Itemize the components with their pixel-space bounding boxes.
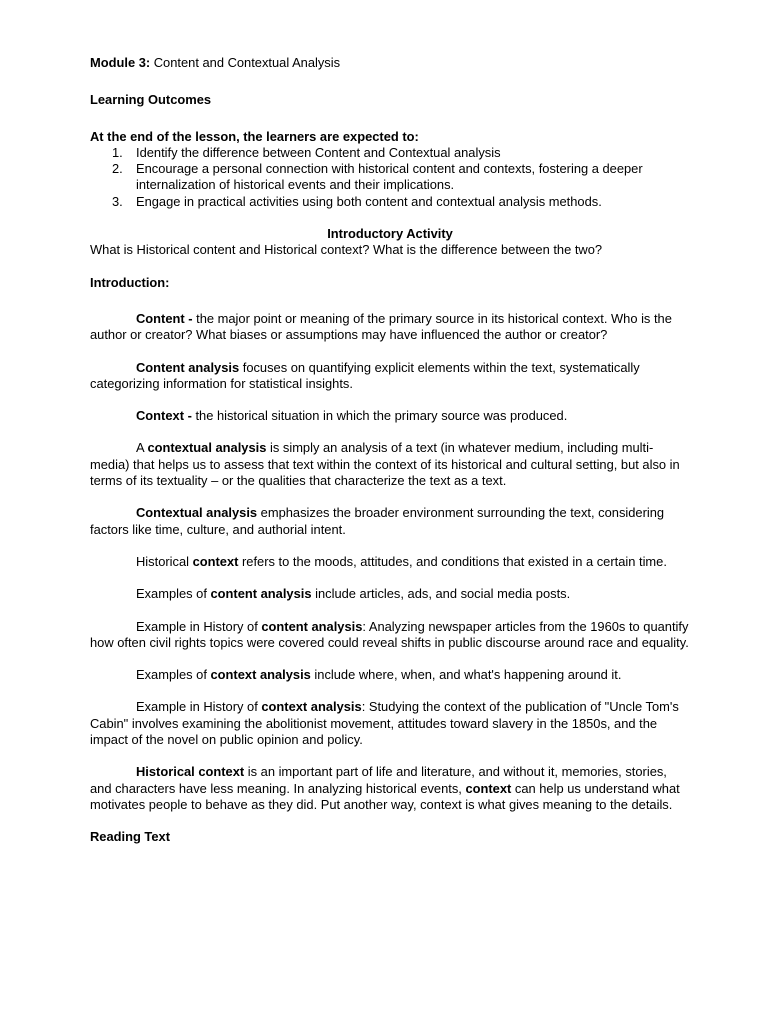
learning-outcomes-heading: Learning Outcomes [90, 92, 212, 108]
list-item [112, 193, 690, 210]
list-item [112, 161, 690, 194]
content-analysis-definition: Content analysis focuses on quantifying explicit elements within the text, systematically categorizing information for statistical insights. [90, 359, 640, 391]
context-analysis-history-example: Example in History of context analysis: Studying the context of the publication of "Uncle Tom's Cabin" involves examining the abolitionist movement, attitudes toward slavery in the 1850s, and the impact of the novel on public opinion and policy. [90, 699, 679, 748]
document-page [90, 55, 690, 846]
introduction-heading: Introduction: [90, 274, 170, 290]
list-item-number: 3. [112, 193, 123, 209]
list-item-text: Encourage a personal connection with historical content and contexts, fostering a deeper internalization of historical events and their implications. [136, 161, 643, 193]
reading-text-heading: Reading Text [90, 829, 170, 845]
list-item [112, 144, 690, 161]
context-analysis-examples: Examples of context analysis include where, when, and what's happening around it. [136, 667, 622, 683]
module-title [90, 55, 690, 71]
historical-context-definition: Historical context refers to the moods, attitudes, and conditions that existed in a certain time. [136, 553, 667, 569]
content-analysis-history-example: Example in History of content analysis: Analyzing newspaper articles from the 1960s to quantify how often civil rights topics were covered could reveal shifts in public discourse around race and equality. [90, 618, 689, 650]
module-name: Content and Contextual Analysis [153, 55, 341, 70]
learning-outcomes-list [90, 145, 690, 210]
introductory-activity-question: What is Historical content and Historical context? What is the difference between the two? [90, 242, 603, 258]
list-item-number: 2. [112, 161, 123, 177]
contextual-analysis-definition: A contextual analysis is simply an analysis of a text (in whatever medium, including multi-media) that helps us to assess that text within the context of its historical and cultural setting, but also in terms of its textuality – or the qualities that characterize the text as a text. [90, 440, 680, 489]
historical-context-importance: Historical context is an important part of life and literature, and without it, memories, stories, and characters have less meaning. In analyzing historical events, context can help us understand what motivates people to behave as they did. Put another way, context is what gives meaning to the details. [90, 764, 680, 812]
learning-outcomes-intro: At the end of the lesson, the learners are expected to: [90, 128, 419, 144]
introductory-activity-heading: Introductory Activity [327, 226, 453, 242]
list-item-text: Identify the difference between Content and Contextual analysis [136, 144, 501, 160]
context-definition: Context - the historical situation in which the primary source was produced. [136, 408, 568, 424]
contextual-analysis-emphasis: Contextual analysis emphasizes the broader environment surrounding the text, considering factors like time, culture, and authorial intent. [90, 505, 665, 537]
content-analysis-examples: Examples of content analysis include articles, ads, and social media posts. [136, 586, 571, 602]
list-item-number: 1. [112, 144, 123, 160]
module-label: Module 3: [90, 55, 151, 70]
content-definition: Content - the major point or meaning of the primary source in its historical context. Who is the author or creator? What biases or assumptions may have influenced the author or creator? [90, 310, 672, 343]
list-item-text: Engage in practical activities using both content and contextual analysis methods. [136, 193, 602, 209]
